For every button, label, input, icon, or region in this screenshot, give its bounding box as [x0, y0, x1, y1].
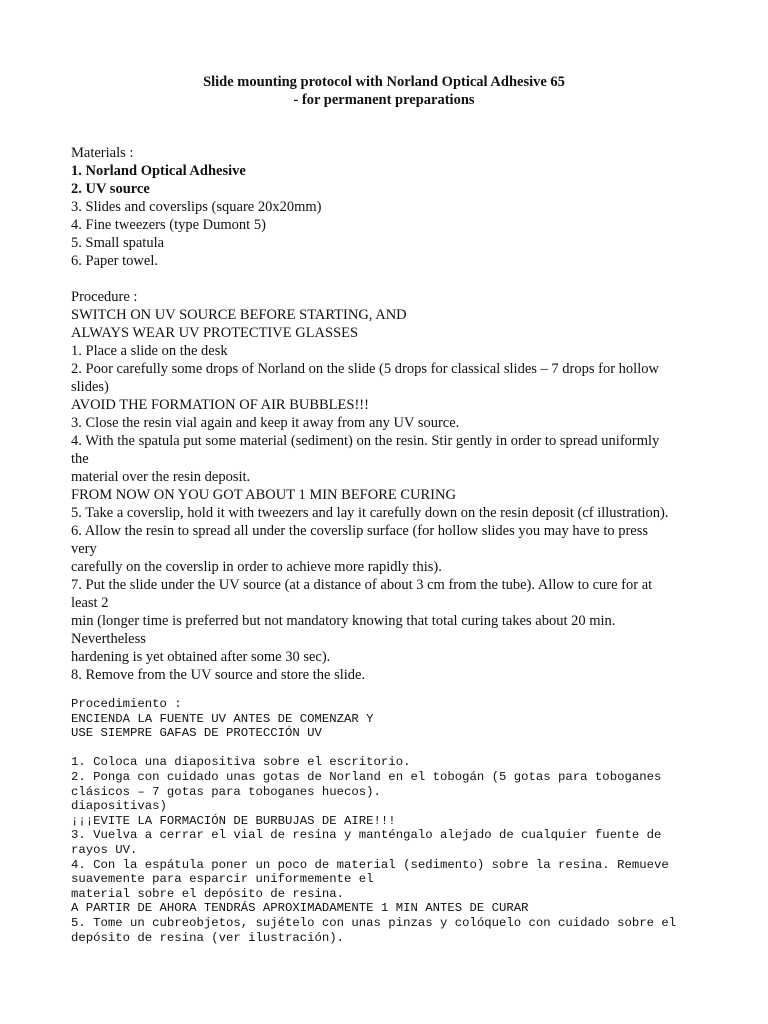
procedure-line: 4. With the spatula put some material (sediment) on the resin. Stir gently in order to spread uniformly	[71, 433, 660, 449]
materials-item: 4. Fine tweezers (type Dumont 5)	[71, 217, 266, 233]
procedimiento-line: clásicos – 7 gotas para toboganes huecos).	[71, 784, 381, 799]
materials-item: 6. Paper towel.	[71, 253, 158, 269]
spacer	[71, 741, 731, 756]
document-title	[0, 73, 768, 109]
english-section	[71, 144, 711, 684]
procedimiento-line: suavemente para esparcir uniformemente el	[71, 872, 374, 887]
procedure-line: 7. Put the slide under the UV source (at a distance of about 3 cm from the tube). Allow to cure for at	[71, 577, 653, 593]
procedimiento-line: 3. Vuelva a cerrar el vial de resina y manténgalo alejado de cualquier fuente de	[71, 828, 662, 843]
procedure-line: AVOID THE FORMATION OF AIR BUBBLES!!!	[71, 397, 369, 413]
procedure-line: very	[71, 541, 97, 557]
procedure-line: material over the resin deposit.	[71, 469, 251, 485]
procedimiento-line: 5. Tome un cubreobjetos, sujételo con unas pinzas y colóquelo con cuidado sobre el	[71, 915, 677, 930]
procedure-line: min (longer time is preferred but not mandatory knowing that total curing takes about 20 min.	[71, 613, 616, 629]
procedimiento-heading: Procedimiento :	[71, 697, 182, 711]
title-line-2: - for permanent preparations	[293, 92, 475, 108]
procedure-line: slides)	[71, 379, 109, 395]
procedure-line: Nevertheless	[71, 631, 146, 647]
procedimiento-line: ¡¡¡EVITE LA FORMACIÓN DE BURBUJAS DE AIRE!!!	[71, 813, 396, 828]
procedimiento-line: material sobre el depósito de resina.	[71, 886, 345, 901]
procedimiento-warning: USE SIEMPRE GAFAS DE PROTECCIÓN UV	[71, 726, 322, 741]
procedure-line: 8. Remove from the UV source and store the slide.	[71, 667, 366, 683]
procedimiento-line: 2. Ponga con cuidado unas gotas de Norland en el tobogán (5 gotas para toboganes	[71, 769, 662, 784]
procedure-line: SWITCH ON UV SOURCE BEFORE STARTING, AND	[71, 307, 407, 323]
procedure-line: ALWAYS WEAR UV PROTECTIVE GLASSES	[71, 325, 359, 341]
procedure-line: 1. Place a slide on the desk	[71, 343, 228, 359]
procedure-line: 6. Allow the resin to spread all under the coverslip surface (for hollow slides you may have to press	[71, 523, 649, 539]
procedure-line: least 2	[71, 595, 109, 611]
procedure-heading: Procedure :	[71, 289, 138, 305]
materials-item: 5. Small spatula	[71, 235, 165, 251]
procedimiento-line: 4. Con la espátula poner un poco de material (sedimento) sobre la resina. Remueve	[71, 857, 669, 872]
procedure-line: 3. Close the resin vial again and keep it away from any UV source.	[71, 415, 460, 431]
procedimiento-line: rayos UV.	[71, 842, 138, 857]
procedimiento-line: 1. Coloca una diapositiva sobre el escritorio.	[71, 755, 411, 770]
spacer	[71, 270, 711, 288]
title-line-1: Slide mounting protocol with Norland Optical Adhesive 65	[203, 74, 565, 90]
procedimiento-line: depósito de resina (ver ilustración).	[71, 930, 345, 945]
spanish-section	[71, 697, 731, 945]
materials-item: 3. Slides and coverslips (square 20x20mm)	[71, 199, 322, 215]
procedure-line: the	[71, 451, 89, 467]
procedure-line: FROM NOW ON YOU GOT ABOUT 1 MIN BEFORE CURING	[71, 487, 456, 503]
procedimiento-line: A PARTIR DE AHORA TENDRÁS APROXIMADAMENTE 1 MIN ANTES DE CURAR	[71, 901, 529, 916]
procedure-line: hardening is yet obtained after some 30 sec).	[71, 649, 331, 665]
materials-heading: Materials :	[71, 145, 134, 161]
materials-item: 1. Norland Optical Adhesive	[71, 163, 246, 179]
materials-item: 2. UV source	[71, 181, 150, 197]
procedimiento-warning: ENCIENDA LA FUENTE UV ANTES DE COMENZAR Y	[71, 711, 374, 726]
procedure-line: 2. Poor carefully some drops of Norland on the slide (5 drops for classical slides – 7 drops for hollow	[71, 361, 659, 377]
procedure-line: carefully on the coverslip in order to achieve more rapidly this).	[71, 559, 442, 575]
procedure-line: 5. Take a coverslip, hold it with tweezers and lay it carefully down on the resin deposit (cf illustration).	[71, 505, 669, 521]
procedimiento-line: diapositivas)	[71, 799, 167, 814]
